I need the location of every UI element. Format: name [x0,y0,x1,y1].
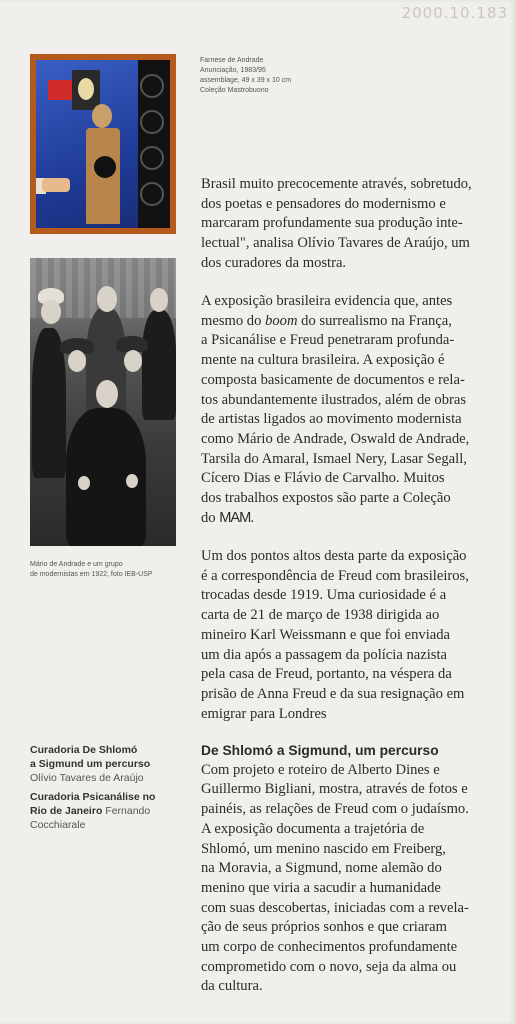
text-line: como Mário de Andrade, Oswald de Andrade, [201,430,470,447]
text-line: um corpo de conhecimentos profundamente [201,939,458,956]
photo-face [97,286,117,312]
photo-face [68,350,86,372]
credit-block [30,790,190,832]
paragraph-3 [201,547,501,724]
text-span: do surrealismo na França, [297,312,452,329]
caption-line: assemblage, 49 x 39 x 10 cm [200,77,292,84]
credit-title: Curadoria Psicanálise no [30,791,156,803]
text-line [201,312,501,332]
text-line: na Moravia, a Sigmund, nome alemão do [201,860,442,877]
text-line: composta basicamente de documentos e rela- [201,371,465,388]
text-line: dos trabalhos expostos são parte a Coleção [201,490,451,507]
caption-line: de modernistas em 1922, foto IEB-USP [30,571,153,578]
text-line: painéis, as relações de Freud com o judaísmo. [201,801,469,818]
text-span: mesmo do [201,312,266,329]
text-line: marcaram profundamente sua produção inte- [201,215,463,232]
credit-name: Cocchiarale [30,819,86,831]
artwork-hand [42,178,70,192]
text-span: . [250,509,254,526]
photo-caption [30,560,190,580]
artwork-dark-panel [138,60,170,228]
text-line: prisão de Anna Freud e da sua resignação em [201,685,465,702]
mam-logo: MAM [219,509,251,526]
photo-figure [142,310,176,420]
text-line: um dia após a passagem da polícia nazista [201,646,447,663]
caption-line: Coleção Mastrobuono [200,87,269,94]
text-line: Guillermo Bigliani, mostra, através de fotos e [201,781,468,798]
artwork-ring [140,110,164,134]
text-line: lectual", analisa Olívio Tavares de Araújo, um [201,235,470,252]
text-line: Cícero Dias e Flávio de Carvalho. Muitos [201,470,445,487]
caption-line: Farnese de Andrade [200,57,264,64]
artwork-caption [200,56,400,96]
section-de-shlomo [201,741,501,997]
text-line: Tarsila do Amaral, Ismael Nery, Lasar Segall, [201,450,467,467]
photo-face [96,380,118,408]
text-line: comprometido com o novo, seja da alma ou [201,958,457,975]
credit-title: a Sigmund um percurso [30,758,151,770]
text-line: Brasil muito precocemente através, sobretudo, [201,176,472,192]
text-line: emigrar para Londres [201,705,327,722]
text-line: Com projeto e roteiro de Alberto Dines e [201,761,440,778]
artwork-red-flag [48,80,72,100]
text-line: tos abundantemente ilustrados, além de obras [201,391,467,408]
text-line: é a correspondência de Freud com brasileiros, [201,567,469,584]
artwork-face [78,78,94,100]
photo-hand [126,474,138,488]
text-line: A exposição brasileira evidencia que, antes [201,293,453,309]
artwork-ring [140,74,164,98]
credit-title: Rio de Janeiro [30,805,103,817]
artwork-image [30,54,176,234]
text-line: mineiro Karl Weissmann e que foi enviada [201,626,451,643]
artwork-canvas [36,60,170,228]
text-line: da cultura. [201,978,263,995]
curator-credits [30,743,190,837]
group-photo [30,258,176,546]
artwork-ring [140,146,164,170]
paragraph-1 [201,175,501,274]
text-span: do [201,509,220,526]
credit-name: Fernando [105,805,151,817]
text-line: a Psicanálise e Freud penetraram profunda- [201,332,455,349]
text-line: Shlomó, um menino nascido em Freiberg, [201,840,446,857]
photo-hand [78,476,90,490]
photo-face [41,300,61,324]
artwork-black-sphere [94,156,116,178]
artwork-doll-head [92,104,112,128]
credit-title: Curadoria De Shlomó [30,744,138,756]
emphasis-boom: boom [265,312,298,329]
artwork-ring [140,182,164,206]
text-line: mente na cultura brasileira. A exposição é [201,352,445,369]
text-line: A exposição documenta a trajetória de [201,820,425,837]
text-line: trocadas desde 1919. Uma curiosidade é a [201,587,447,604]
text-line: pela casa de Freud, portanto, na véspera da [201,666,452,683]
text-line: dos poetas e pensadores do modernismo e [201,195,446,212]
paragraph-2 [201,292,501,528]
text-line: dos curadores da mostra. [201,254,347,271]
photo-face [124,350,142,372]
text-line: Um dos pontos altos desta parte da exposição [201,548,467,564]
caption-line: Mário de Andrade e um grupo [30,561,123,568]
photo-face [150,288,168,312]
credit-name: Olívio Tavares de Araújo [30,772,144,784]
text-line: carta de 21 de março de 1938 dirigida ao [201,607,440,624]
text-line: ção de seus próprios sonhos e que criaram [201,919,447,936]
text-line: menino que viria a sacudir a humanidade [201,879,441,896]
section-title: De Shlomó a Sigmund, um percurso [201,743,439,758]
text-line [201,509,501,529]
credit-block [30,743,190,785]
caption-line: Anunciação, 1983/95 [200,67,266,74]
pencil-annotation: 2000.10.183 [401,4,508,22]
text-line: de artistas ligados ao movimento modernista [201,411,462,428]
text-line: com suas descobertas, iniciadas com a revela- [201,899,469,916]
